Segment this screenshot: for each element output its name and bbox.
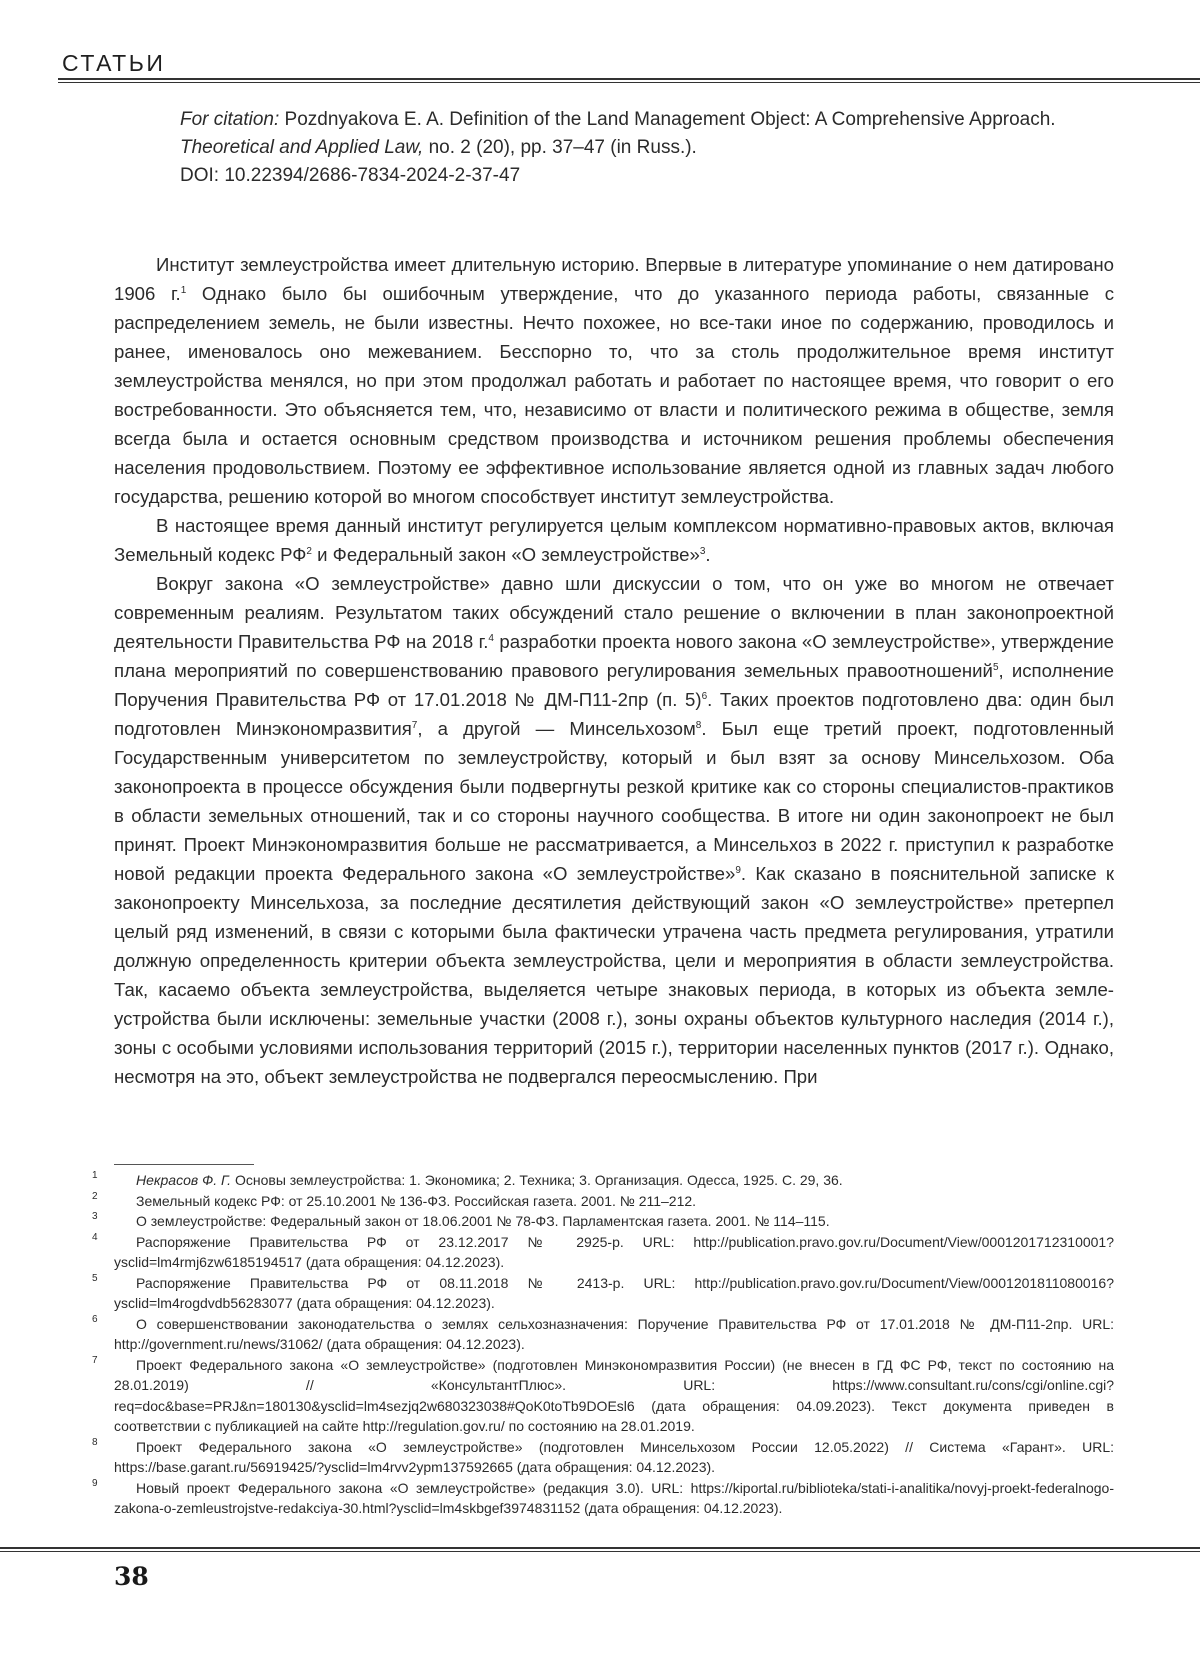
p3-text-d: . Таких проектов подготовлено два: один был подготовлен Минэкономразвития <box>114 689 1114 739</box>
footnote-number: 8 <box>92 1433 98 1454</box>
footnote-ref-1[interactable]: 1 <box>181 285 187 296</box>
p2-text-a: В настоящее время данный институт регулируется целым комплексом нормативно-правовых актов, включая Земельный кодекс РФ <box>114 515 1114 565</box>
footnote-ref-7[interactable]: 7 <box>412 720 418 731</box>
footnotes <box>114 1170 1114 1519</box>
citation-block <box>180 106 1140 190</box>
p3-text-e: , а другой — Минсельхозом <box>417 718 695 739</box>
footnote-ref-3[interactable]: 3 <box>700 546 706 557</box>
footnote-7 <box>114 1355 1114 1437</box>
footnote-ref-5[interactable]: 5 <box>993 662 999 673</box>
citation-line-1 <box>180 106 1140 134</box>
footnote-5 <box>114 1273 1114 1314</box>
running-head-section: СТАТЬИ <box>62 50 165 77</box>
header-rule <box>58 78 1200 80</box>
article-body <box>114 250 1114 1091</box>
footnote-ref-6[interactable]: 6 <box>702 691 708 702</box>
footnote-number: 9 <box>92 1474 98 1495</box>
footnote-text: Распоряжение Правительства РФ от 23.12.2017 № 2925-р. URL: http://publication.pravo.gov.ru/Document/View/0001201712310001?ysclid=lm4rmj6zw6185194517 (дата обращения: 04.12.2023). <box>114 1234 1114 1271</box>
footnote-number: 4 <box>92 1228 98 1249</box>
paragraph-3 <box>114 569 1114 1091</box>
footnote-6 <box>114 1314 1114 1355</box>
footnote-number: 2 <box>92 1187 98 1208</box>
footnote-text: О совершенствовании законодательства о землях сельхозназначения: Поручение Правительства РФ от 17.01.2018 № ДМ-П11-2пр. URL: http://government.ru/news/31062/ (дата обращения: 04.12.2023). <box>114 1316 1114 1353</box>
p1-text-a: Институт землеустройства имеет длительную историю. Впервые в литературе упоминание о нем датировано 1906 г. <box>114 254 1114 304</box>
footnote-2 <box>114 1191 1114 1212</box>
footnote-9 <box>114 1478 1114 1519</box>
footnote-1 <box>114 1170 1114 1191</box>
footnote-8 <box>114 1437 1114 1478</box>
footnote-3 <box>114 1211 1114 1232</box>
citation-journal: Theoretical and Applied Law, <box>180 137 423 158</box>
footnote-ref-2[interactable]: 2 <box>306 546 312 557</box>
citation-doi: DOI: 10.22394/2686-7834-2024-2-37-47 <box>180 162 1140 190</box>
footnote-ref-9[interactable]: 9 <box>735 865 741 876</box>
page-number: 38 <box>114 1562 149 1591</box>
footnote-separator <box>114 1164 254 1165</box>
paragraph-1 <box>114 250 1114 511</box>
footnote-text: Распоряжение Правительства РФ от 08.11.2018 № 2413-р. URL: http://publication.pravo.gov.ru/Document/View/0001201811080016?ysclid=lm4rogdvdb56283077 (дата обращения: 04.12.2023). <box>114 1275 1114 1312</box>
footnote-number: 3 <box>92 1207 98 1228</box>
footnote-ref-8[interactable]: 8 <box>696 720 702 731</box>
footnote-text: Проект Федерального закона «О землеустройстве» (подготовлен Минэкономразвития России) (не внесен в ГД ФС РФ, текст по состоянию на 28.01.2019) // «КонсультантПлюс». URL: https://www.consultant.ru/cons/cgi/online.cgi?req=doc&base=PRJ&n=180130&ysclid=lm4sezjq2w680323038#QoK0toTb9DOEsl6 (дата обращения: 04.09.2023). Текст документа приведен в соответствии с публикацией на сайте http://regulation.gov.ru/ по состоянию на 28.01.2019. <box>114 1357 1114 1435</box>
footer-rule <box>0 1547 1200 1549</box>
footnote-4 <box>114 1232 1114 1273</box>
footnote-author: Некрасов Ф. Г. <box>136 1172 231 1188</box>
citation-text-2: no. 2 (20), pp. 37–47 (in Russ.). <box>423 137 697 158</box>
footnote-number: 7 <box>92 1351 98 1372</box>
p3-text-g: . Как сказано в пояснительной записке к законопроекту Минсельхоза, за последние десятилетия действующий закон «О землеустройстве» претерпел целый ряд изменений, в связи с которыми была фактически утрачена часть предмета регулирования, утратили должную опре­деленность критерии объекта землеустройства, цели и мероприятия в области землеустройства. Так, касаемо объекта землеустройства, выделяется четыре знаковых периода, в которых из объекта земле­устройства были исключены: земельные участки (2008 г.), зоны охраны объектов культурного наследия (2014 г.), зоны с особыми условиями использования территорий (2015 г.), территории населенных пун­ктов (2017 г.). Однако, несмотря на это, объект землеустройства не подвергался переосмыслению. При <box>114 863 1114 1087</box>
p2-text-c: . <box>705 544 710 565</box>
footnote-text: О землеустройстве: Федеральный закон от 18.06.2001 № 78-ФЗ. Парламентская газета. 2001. № 114–115. <box>136 1213 830 1229</box>
footnote-text: Новый проект Федерального закона «О землеустройстве» (редакция 3.0). URL: https://kiportal.ru/biblioteka/stati-i-analitika/novyj-proekt-federalnogo-zakona-o-zemleustrojstve-redakciya-30.html?ysclid=lm4skbgef3974831152 (дата обращения: 04.12.2023). <box>114 1480 1114 1517</box>
p3-text-c: , исполнение Поручения Правительства РФ от 17.01.2018 № ДМ-П11-2пр (п. 5) <box>114 660 1114 710</box>
p1-text-b: Однако было бы ошибочным утверждение, что до указанного периода работы, свя­занные с распределением земель, не были известны. Нечто похожее, но все-таки иное по содержанию, проводилось и ранее, именовалось оно межеванием. Бесспорно то, что за столь продолжительное вре­мя институт землеустройства менялся, но при этом продолжал работать и работает по настоящее время, что говорит о его востребованности. Это объясняется тем, что, независимо от власти и политического режима в обществе, земля всегда была и остается основным средством производства и источником ре­шения проблемы обеспечения населения продовольствием. Поэтому ее эффективное использование является одной из главных задач любого государства, решению которой во многом способствует инсти­тут землеустройства. <box>114 283 1114 507</box>
p3-text-f: . Был еще третий проект, подготовленный Государственным университетом по землеустройству, который и был взят за основу Минсельхозом. Оба законопроекта в процессе обсуждения были подвергнуты резкой кри­тике как со стороны специалистов-практиков в области земельных отношений, так и со стороны научного сообщества. В итоге ни один законопроект не был принят. Проект Минэкономразвития больше не рас­сматривается, а Минсельхоз в 2022 г. приступил к разработке новой редакции проекта Федерального закона «О землеустройстве» <box>114 718 1114 884</box>
footnote-number: 6 <box>92 1310 98 1331</box>
footnote-text: Земельный кодекс РФ: от 25.10.2001 № 136-ФЗ. Российская газета. 2001. № 211–212. <box>136 1193 696 1209</box>
p3-text-b: разработки проекта нового закона «О землеустройстве», утверждение плана мероприятий по совершенствованию правового регулирования земельных правоот­ношений <box>114 631 1114 681</box>
paragraph-2 <box>114 511 1114 569</box>
citation-line-2 <box>180 134 1140 162</box>
p2-text-b: и Федеральный закон «О землеустройстве» <box>312 544 700 565</box>
p3-text-a: Вокруг закона «О землеустройстве» давно шли дискуссии о том, что он уже во многом не отвечает современным реалиям. Результатом таких обсуждений стало решение о включении в план законопроект­ной деятельности Правительства РФ на 2018 г. <box>114 573 1114 652</box>
footnote-number: 5 <box>92 1269 98 1290</box>
footnote-ref-4[interactable]: 4 <box>488 633 494 644</box>
footnote-text: Проект Федерального закона «О землеустройстве» (подготовлен Минсельхозом России 12.05.2022) // Система «Гарант». URL: https://base.garant.ru/56919425/?ysclid=lm4rvv2ypm137592665 (дата обращения: 04.12.2023). <box>114 1439 1114 1476</box>
citation-prefix: For citation: <box>180 109 279 130</box>
footnote-number: 1 <box>92 1166 98 1187</box>
footnote-text: Основы землеустройства: 1. Экономика; 2. Техника; 3. Организация. Одесса, 1925. С. 29, 36. <box>231 1172 843 1188</box>
citation-text-1: Pozdnyakova E. A. Definition of the Land Management Object: A Comprehensive Approach. <box>279 109 1055 130</box>
